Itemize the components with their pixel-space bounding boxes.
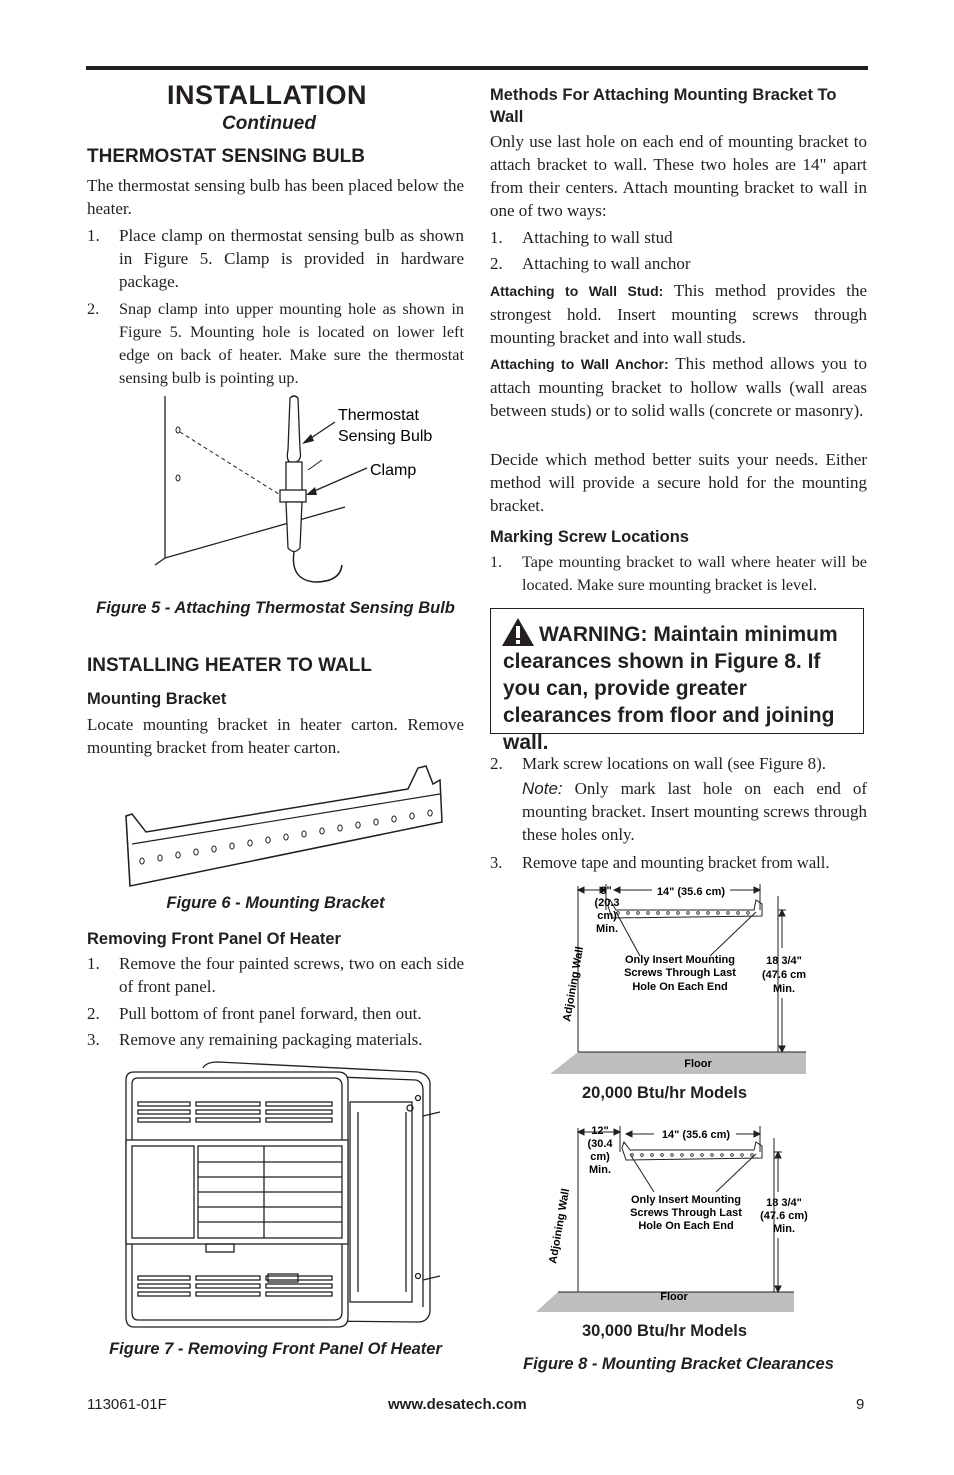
- subheading-removing-front-panel: Removing Front Panel Of Heater: [87, 930, 341, 948]
- mounting-bracket-text: Locate mounting bracket in heater carton. Remove mounting bracket from heater carton.: [87, 715, 464, 757]
- warning-box: [490, 608, 864, 754]
- fig8b-model: 30,000 Btu/hr Models: [582, 1322, 748, 1340]
- list-item: 2. Attaching to wall anchor: [490, 254, 691, 273]
- subheading-methods: Methods For Attaching Mounting Bracket To Wall: [490, 86, 837, 126]
- fig8a-mid-3: Hole On Each End: [632, 981, 728, 993]
- thermostat-intro: The thermostat sensing bulb has been placed below the heater.: [87, 176, 464, 218]
- fig8b-side-2: (30.4: [587, 1138, 613, 1150]
- figure-6-bracket: [118, 764, 448, 889]
- list-item: 3. Remove any remaining packaging materials.: [87, 1030, 423, 1049]
- note-paragraph: Note: Only mark last hole on each end of mounting bracket. Insert mounting screws through these holes only.: [522, 779, 867, 844]
- fig8a-side-1: 8": [600, 885, 612, 897]
- figure-8b-clearance-diagram: [536, 1122, 808, 1314]
- fig8b-height-3: Min.: [773, 1223, 795, 1235]
- list-item: 1. Attaching to wall stud: [490, 228, 673, 247]
- fig8b-height-1: 18 3/4": [766, 1197, 802, 1209]
- fig8a-mid-1: Only Insert Mounting: [625, 954, 735, 966]
- fig8a-side-3: cm): [597, 910, 617, 922]
- footer-page-number: 9: [856, 1396, 865, 1413]
- fig8a-side-2: (20.3: [594, 897, 620, 909]
- warning-text: WARNING: Maintain minimum clearances shown in Figure 8. If you can, provide greater clearances from floor and joining wall.: [503, 623, 838, 754]
- list-item: 2. Snap clamp into upper mounting hole as shown in Figure 5. Mounting hole is located on lower left edge on back of heater. Make sure the thermostat sensing bulb is pointing up.: [87, 299, 464, 387]
- fig8b-side-3: cm): [590, 1151, 610, 1163]
- figure-5-caption: Figure 5 - Attaching Thermostat Sensing Bulb: [96, 599, 455, 617]
- fig8b-floor: Floor: [660, 1291, 688, 1303]
- fig8a-floor: Floor: [684, 1058, 712, 1070]
- label-thermostat: Thermostat: [338, 407, 419, 424]
- figure-7-caption: Figure 7 - Removing Front Panel Of Heater: [109, 1340, 442, 1358]
- section-title-thermostat: THERMOSTAT SENSING BULB: [87, 146, 365, 167]
- section-title-installing: INSTALLING HEATER TO WALL: [87, 655, 372, 676]
- page-subtitle: Continued: [222, 113, 316, 134]
- figure-8a-clearance-diagram: [550, 880, 810, 1080]
- wall-stud-paragraph: Attaching to Wall Stud: This method provides the strongest hold. Insert mounting screws through mounting bracket and into wall studs.: [490, 281, 867, 347]
- list-item: 3. Remove tape and mounting bracket from wall.: [490, 853, 830, 872]
- wall-anchor-paragraph: Attaching to Wall Anchor: This method allows you to attach mounting bracket to hollow walls (wall areas between studs) or to solid walls (concrete or masonry).: [490, 354, 867, 420]
- figure-7-heater: [118, 1062, 443, 1330]
- methods-text: Only use last hole on each end of mounting bracket to attach bracket to wall. These two holes are 14" apart from their centers. Attach mounting bracket to wall in one of two ways:: [490, 132, 867, 220]
- fig8b-height-2: (47.6 cm): [760, 1210, 808, 1222]
- fig8b-mid-1: Only Insert Mounting: [631, 1194, 741, 1206]
- footer-url[interactable]: www.desatech.com: [388, 1396, 527, 1413]
- fig8b-side-4: Min.: [589, 1164, 611, 1176]
- fig8a-height-3: Min.: [773, 983, 795, 995]
- figure-8-caption: Figure 8 - Mounting Bracket Clearances: [523, 1355, 834, 1373]
- fig8a-height-2: (47.6 cm: [761, 969, 807, 981]
- fig8b-side-1: 12": [591, 1125, 609, 1137]
- figure-6-caption: Figure 6 - Mounting Bracket: [166, 894, 385, 912]
- list-item: 1. Remove the four painted screws, two on each side of front panel.: [87, 954, 464, 996]
- subheading-mounting-bracket: Mounting Bracket: [87, 690, 227, 708]
- decide-paragraph: Decide which method better suits your needs. Either method will provide a secure hold for the mounting bracket.: [490, 450, 867, 515]
- label-sensing-bulb: Sensing Bulb: [338, 428, 433, 445]
- figure-5-illustration: [150, 390, 470, 595]
- footer-code: 113061-01F: [87, 1396, 167, 1413]
- fig8b-mid-2: Screws Through Last: [630, 1207, 742, 1219]
- list-item: 2. Mark screw locations on wall (see Figure 8).: [490, 754, 827, 773]
- fig8b-mid-3: Hole On Each End: [638, 1220, 734, 1232]
- fig8a-height-1: 18 3/4": [766, 955, 802, 967]
- label-clamp: Clamp: [370, 462, 417, 479]
- fig8b-wall: Adjoining Wall: [547, 1187, 573, 1265]
- list-item: 2. Pull bottom of front panel forward, then out.: [87, 1004, 422, 1023]
- fig8b-top: 14" (35.6 cm): [661, 1129, 731, 1141]
- page-title: INSTALLATION: [167, 80, 367, 110]
- subheading-marking: Marking Screw Locations: [490, 528, 689, 546]
- list-item: 1. Tape mounting bracket to wall where heater will be located. Make sure mounting bracket is level.: [490, 553, 867, 594]
- top-rule: [86, 66, 868, 70]
- fig8a-model: 20,000 Btu/hr Models: [582, 1084, 748, 1102]
- fig8a-top: 14" (35.6 cm): [656, 886, 726, 898]
- fig8a-mid-2: Screws Through Last: [624, 967, 736, 979]
- fig8a-wall: Adjoining Wall: [561, 945, 587, 1023]
- list-item: 1. Place clamp on thermostat sensing bulb as shown in Figure 5. Clamp is provided in hardware package.: [87, 226, 464, 291]
- fig8a-side-4: Min.: [596, 923, 618, 935]
